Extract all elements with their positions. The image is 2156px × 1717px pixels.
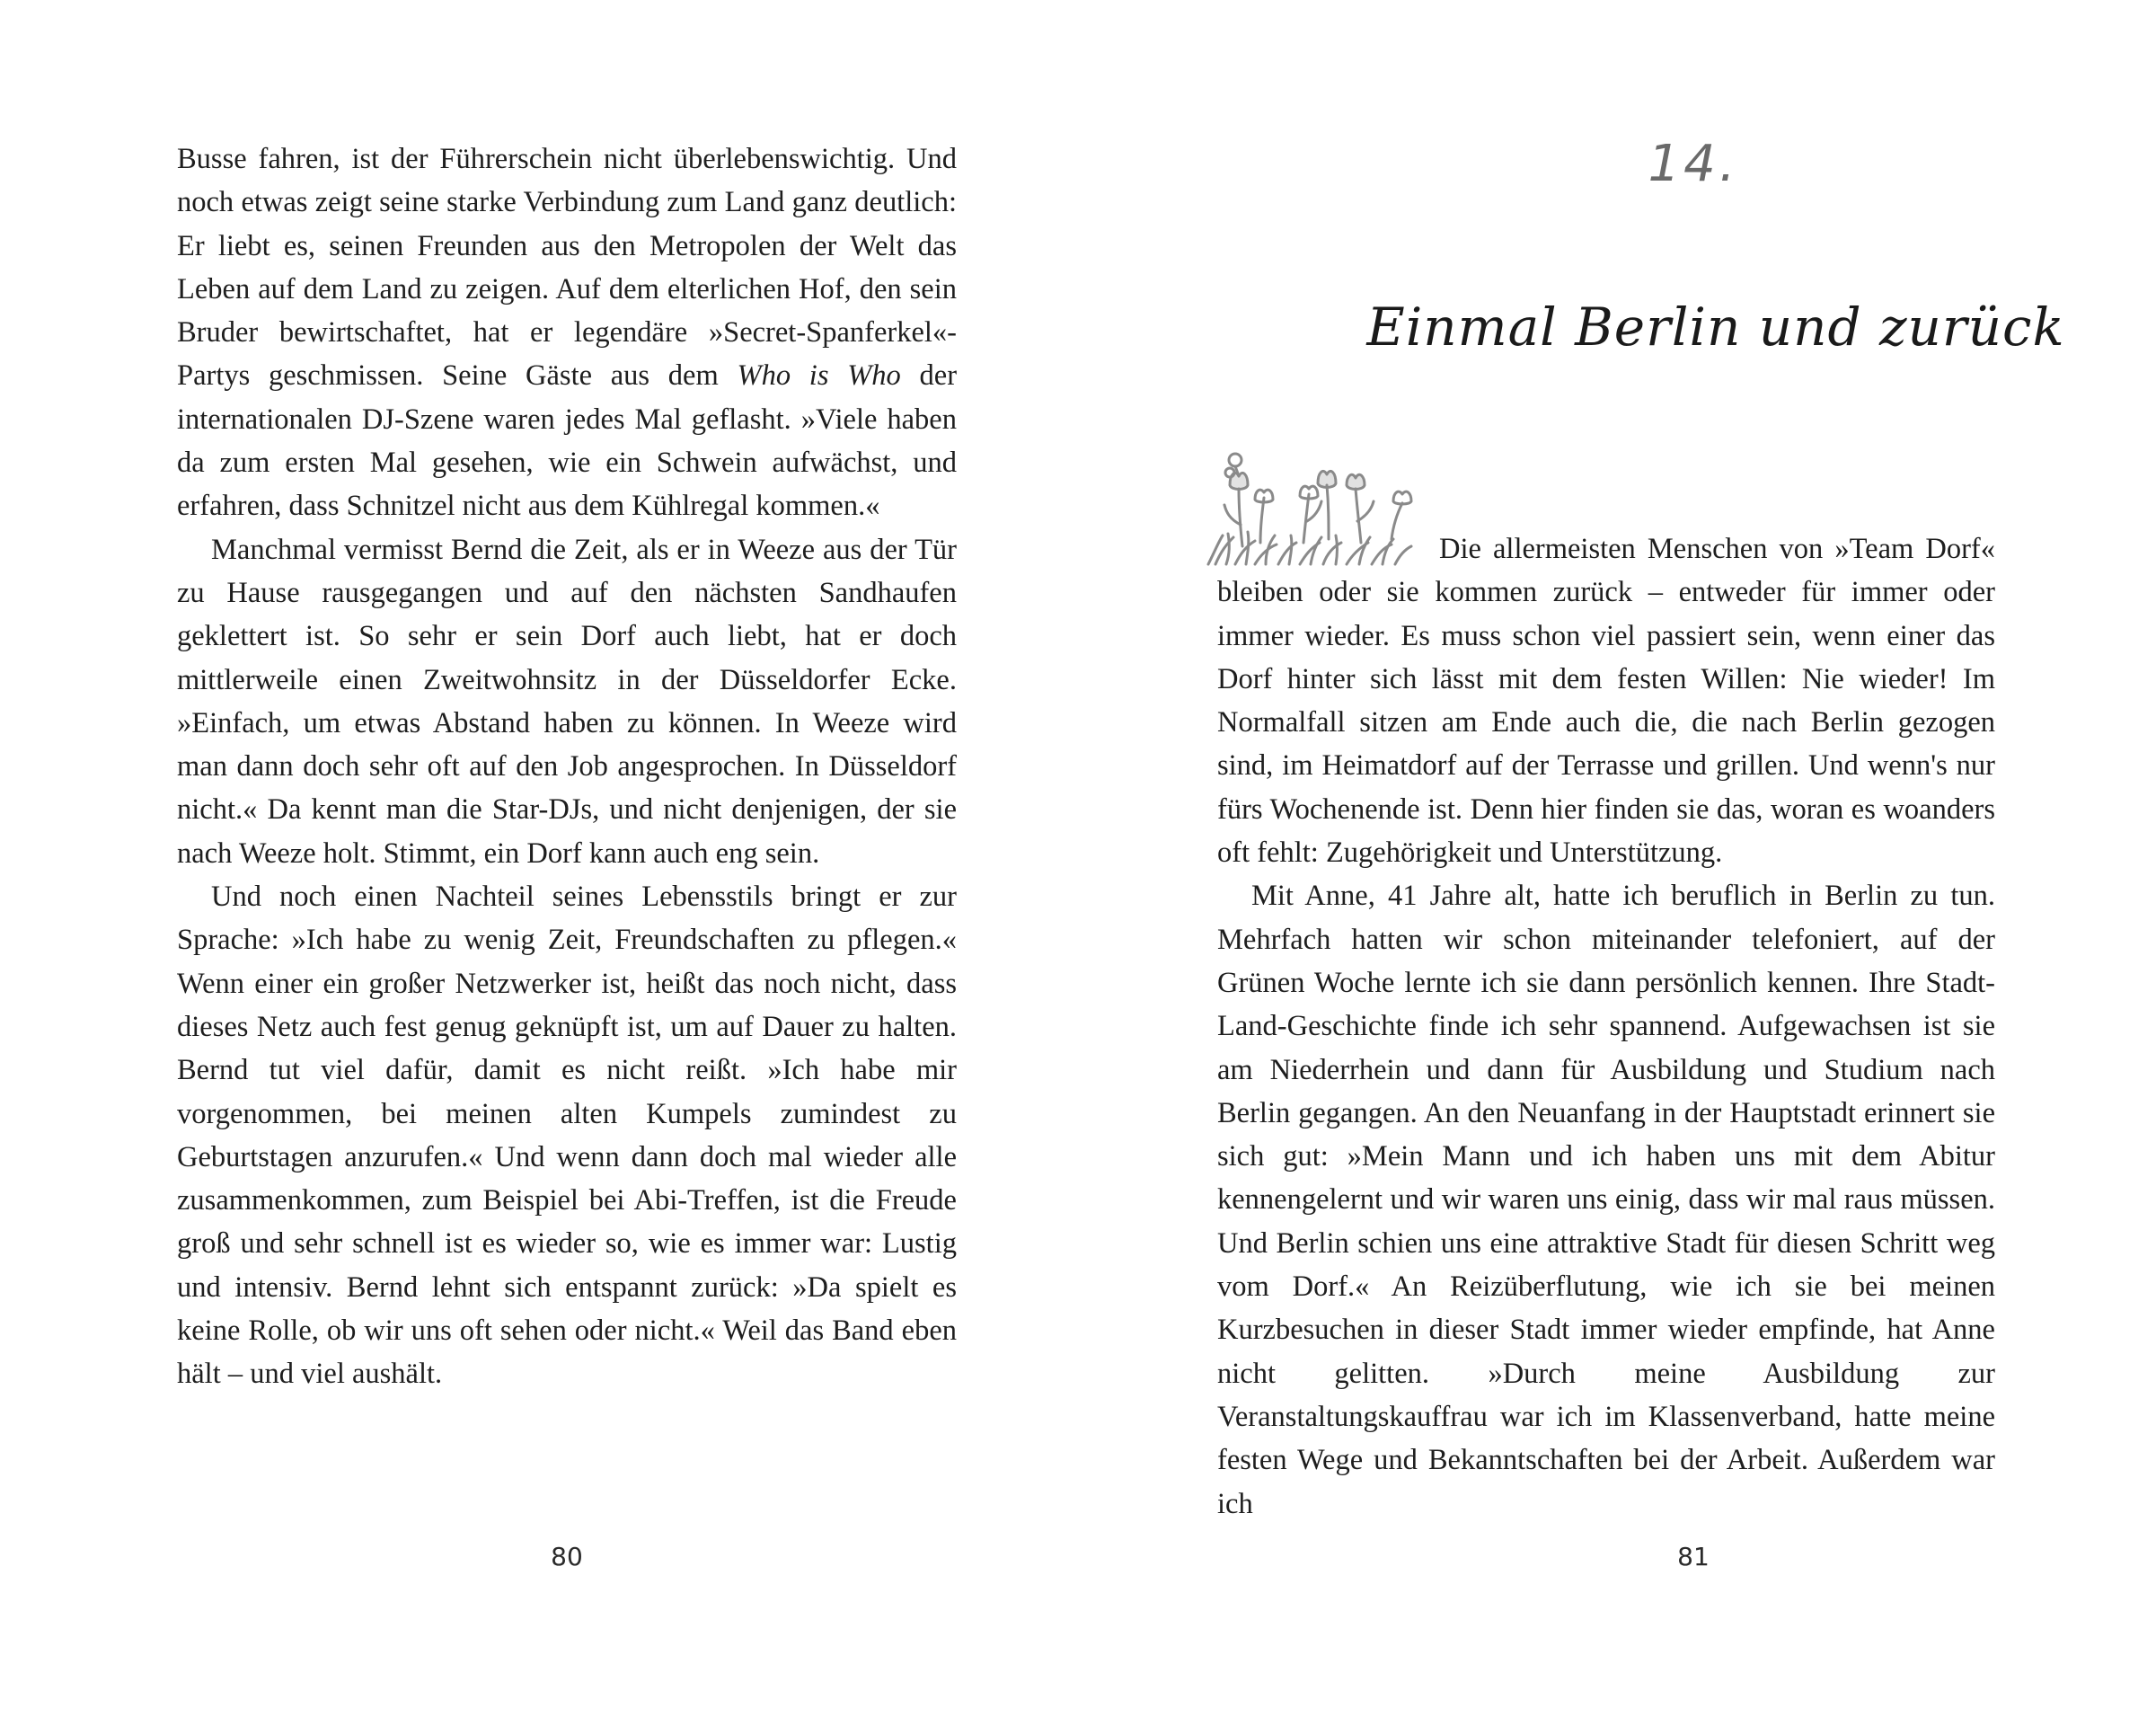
- chapter-number: 14.: [1648, 135, 1739, 193]
- page-number: 80: [551, 1542, 583, 1571]
- paragraph: Und noch einen Nachteil seines Lebensstils bringt er zur Sprache: »Ich habe zu wenig Zeit, Freundschaften zu pflegen.« Wenn einer ein großer Netzwerker ist, heißt das noch nicht, dass dieses Netz auch fest genug geknüpft ist, um auf Dauer zu halten. Bernd tut viel dafür, damit es nicht reißt. »Ich habe mir vorgenommen, bei meinen alten Kumpels zumindest zu Geburtstagen anzurufen.« Und wenn dann doch mal wieder alle zusammenkommen, zum Beispiel bei Abi-Treffen, ist die Freude groß und sehr schnell ist es wieder so, wie es immer war: Lustig und intensiv. Bernd lehnt sich entspannt zurück: »Da spielt es keine Rolle, ob wir uns oft sehen oder nicht.« Weil das Band eben hält – und viel aushält.: [177, 881, 957, 1391]
- paragraph-text: Busse fahren, ist der Führerschein nicht überlebenswichtig. Und noch etwas zeigt seine starke Verbindung zum Land ganz deutlich: Er liebt es, seinen Freunden aus den Metropolen der Welt das Leben auf dem Land zu zeigen. Auf dem elterlichen Hof, den sein Bruder bewirtschaftet, hat er legendäre »Secret-Spanferkel«-Partys geschmissen. Seine Gäste aus dem: [177, 143, 957, 393]
- paragraph: Die allermeisten Menschen von »Team Dorf« bleiben oder sie kommen zurück – entweder für immer oder immer wieder. Es muss schon viel passiert sein, wenn einer das Dorf hinter sich lässt mit dem festen Willen: Nie wieder! Im Normalfall sitzen am Ende auch die, die nach Berlin gezogen sind, im Heimatdorf auf der Terrasse und grillen. Und wenn's nur fürs Wochenende ist. Denn hier finden sie das, woran es woanders oft fehlt: Zugehörigkeit und Unterstützung.: [1217, 533, 1995, 870]
- right-page-body: [1217, 527, 1995, 1526]
- paragraph-text: der internationalen DJ-Szene waren jedes Mal geflasht. »Viele haben da zum ersten Mal gesehen, wie ein Schwein aufwächst, und erfahren, dass Schnitzel nicht aus dem Kühlregal kommen.«: [177, 359, 958, 523]
- left-page-body: [177, 137, 957, 1396]
- paragraph: Mit Anne, 41 Jahre alt, hatte ich beruflich in Berlin zu tun. Mehrfach hatten wir schon miteinander telefoniert, auf der Grünen Woche lernte ich sie dann persönlich kennen. Ihre Stadt-Land-Geschichte finde ich sehr spannend. Aufgewachsen ist sie am Niederrhein und dann für Ausbildung und Studium nach Berlin gegangen. An den Neuanfang in der Hauptstadt erinnert sie sich gut: »Mein Mann und ich haben uns mit dem Abitur kennengelernt und wir waren uns einig, dass wir mal raus müssen. Und Berlin schien uns eine attraktive Stadt für diesen Schritt weg vom Dorf.« An Reizüberflutung, wie ich sie bei meinen Kurzbesuchen in dieser Stadt immer wieder empfinde, hat Anne nicht gelitten. »Durch meine Ausbildung zur Veranstaltungskauffrau war ich im Klassenverband, hatte meine festen Wege und Bekanntschaften bei der Arbeit. Außerdem war ich: [1217, 880, 1995, 1520]
- paragraph: [177, 137, 957, 528]
- page-number: 81: [1677, 1542, 1710, 1571]
- chapter-title: Einmal Berlin und zurück: [1366, 296, 2065, 358]
- paragraph: Manchmal vermisst Bernd die Zeit, als er in Weeze aus der Tür zu Hause rausgegangen und auf den nächsten Sandhaufen geklettert ist. So sehr er sein Dorf auch liebt, hat er doch mittlerweile einen Zweitwohnsitz in der Düsseldorfer Ecke. »Einfach, um etwas Abstand haben zu können. In Weeze wird man dann doch sehr oft auf den Job angesprochen. In Düsseldorf nicht.« Da kennt man die Star-DJs, und nicht denjenigen, der sie nach Weeze holt. Stimmt, ein Dorf kann auch eng sein.: [177, 533, 957, 870]
- italic-phrase: Who is Who: [737, 359, 901, 393]
- right-page: [1078, 0, 2156, 1717]
